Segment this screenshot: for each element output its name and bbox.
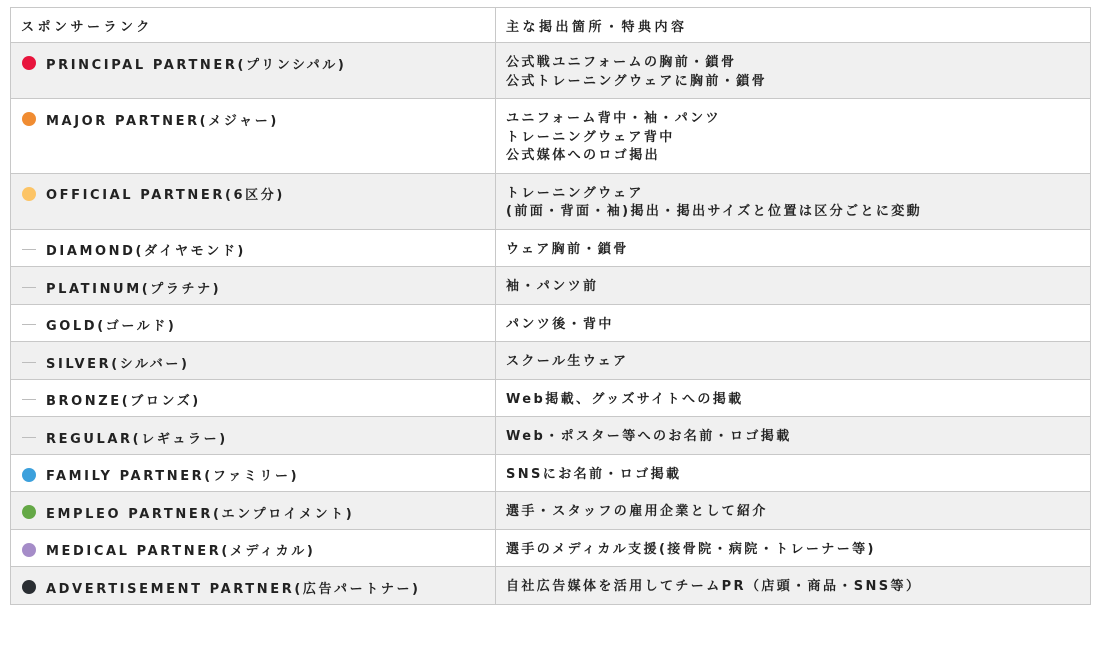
- dash-icon: [22, 324, 36, 325]
- rank-name: EMPLEO PARTNER(エンプロイメント): [46, 506, 355, 522]
- benefit-line: ユニフォーム背中・袖・パンツ: [506, 111, 721, 126]
- benefit-line: パンツ後・背中: [506, 316, 614, 332]
- benefit-cell: [496, 492, 1091, 530]
- table-row: [11, 529, 1091, 567]
- benefit-cell: [496, 529, 1091, 567]
- rank-label-wrap: [21, 428, 485, 446]
- color-dot-icon: [22, 187, 36, 201]
- rank-cell: [11, 567, 496, 605]
- benefit-line: 公式媒体へのロゴ掲出: [506, 148, 661, 163]
- dash-icon: [22, 249, 36, 250]
- benefit-line: 公式トレーニングウェアに胸前・鎖骨: [506, 73, 768, 89]
- rank-cell: [11, 529, 496, 567]
- benefit-cell: [496, 99, 1091, 174]
- rank-cell: [11, 43, 496, 99]
- rank-label-wrap: [21, 353, 485, 371]
- rank-cell: [11, 492, 496, 530]
- rank-cell: [11, 267, 496, 305]
- rank-name: MAJOR PARTNER(メジャー): [46, 113, 279, 129]
- rank-name: DIAMOND(ダイヤモンド): [46, 244, 246, 259]
- dash-icon: [22, 437, 36, 438]
- table-row: [11, 304, 1091, 342]
- benefit-line: トレーニングウェア背中: [506, 129, 675, 145]
- rank-name: OFFICIAL PARTNER(6区分): [46, 188, 285, 203]
- table-row: [11, 267, 1091, 305]
- rank-name: BRONZE(ブロンズ): [46, 394, 201, 409]
- benefit-line: (前面・背面・袖)掲出・掲出サイズと位置は区分ごとに変動: [506, 204, 923, 219]
- table-row: [11, 454, 1091, 492]
- dash-icon: [22, 362, 36, 363]
- benefit-cell: [496, 229, 1091, 267]
- benefit-line: 袖・パンツ前: [506, 279, 599, 294]
- rank-cell: [11, 304, 496, 342]
- rank-label-wrap: [21, 503, 485, 521]
- rank-cell: [11, 229, 496, 267]
- table-row: [11, 229, 1091, 267]
- rank-label-wrap: [21, 241, 485, 259]
- table-row: [11, 417, 1091, 455]
- color-dot-icon: [22, 543, 36, 557]
- table-header-row: [11, 8, 1091, 43]
- table-row: [11, 99, 1091, 174]
- dash-icon: [22, 399, 36, 400]
- rank-name: PRINCIPAL PARTNER(プリンシパル): [46, 57, 347, 73]
- rank-label-wrap: [21, 466, 485, 484]
- rank-name: PLATINUM(プラチナ): [46, 281, 222, 297]
- benefit-line: ウェア胸前・鎖骨: [506, 241, 629, 257]
- table-body: [11, 43, 1091, 605]
- benefit-cell: [496, 173, 1091, 229]
- rank-label-wrap: [21, 578, 485, 596]
- benefit-line: トレーニングウェア: [506, 185, 644, 201]
- rank-label-wrap: [21, 316, 485, 334]
- sponsor-rank-table: [10, 7, 1091, 605]
- benefit-cell: [496, 342, 1091, 380]
- table-row: [11, 492, 1091, 530]
- benefit-cell: [496, 417, 1091, 455]
- benefit-cell: [496, 379, 1091, 417]
- color-dot-icon: [22, 505, 36, 519]
- rank-cell: [11, 417, 496, 455]
- rank-cell: [11, 379, 496, 417]
- color-dot-icon: [22, 112, 36, 126]
- benefit-line: Web掲載、グッズサイトへの掲載: [506, 391, 744, 407]
- rank-label-wrap: [21, 278, 485, 296]
- header-benefits: 主な掲出箇所・特典内容: [496, 8, 1091, 43]
- rank-cell: [11, 454, 496, 492]
- rank-name: FAMILY PARTNER(ファミリー): [46, 469, 300, 484]
- benefit-cell: [496, 454, 1091, 492]
- color-dot-icon: [22, 580, 36, 594]
- rank-name: GOLD(ゴールド): [46, 319, 177, 334]
- table-row: [11, 173, 1091, 229]
- table-row: [11, 379, 1091, 417]
- benefit-line: SNSにお名前・ロゴ掲載: [506, 466, 682, 482]
- rank-label-wrap: [21, 54, 485, 72]
- table-row: [11, 567, 1091, 605]
- benefit-cell: [496, 567, 1091, 605]
- benefit-cell: [496, 304, 1091, 342]
- rank-label-wrap: [21, 541, 485, 559]
- benefit-line: スクール生ウェア: [506, 354, 629, 369]
- rank-cell: [11, 99, 496, 174]
- table-row: [11, 43, 1091, 99]
- rank-name: MEDICAL PARTNER(メディカル): [46, 544, 316, 559]
- header-sponsor-rank: スポンサーランク: [11, 8, 496, 43]
- benefit-line: 選手・スタッフの雇用企業として紹介: [506, 504, 768, 519]
- benefit-line: 自社広告媒体を活用してチームPR（店頭・商品・SNS等）: [506, 579, 922, 594]
- dash-icon: [22, 287, 36, 288]
- rank-name: SILVER(シルバー): [46, 356, 190, 372]
- rank-label-wrap: [21, 185, 485, 203]
- rank-name: ADVERTISEMENT PARTNER(広告パートナー): [46, 581, 421, 597]
- benefit-cell: [496, 267, 1091, 305]
- rank-label-wrap: [21, 110, 485, 128]
- rank-label-wrap: [21, 391, 485, 409]
- benefit-cell: [496, 43, 1091, 99]
- table-row: [11, 342, 1091, 380]
- color-dot-icon: [22, 56, 36, 70]
- rank-cell: [11, 173, 496, 229]
- color-dot-icon: [22, 468, 36, 482]
- benefit-line: 選手のメディカル支援(接骨院・病院・トレーナー等): [506, 541, 876, 557]
- benefit-line: 公式戦ユニフォームの胸前・鎖骨: [506, 55, 737, 70]
- benefit-line: Web・ポスター等へのお名前・ロゴ掲載: [506, 429, 792, 444]
- rank-name: REGULAR(レギュラー): [46, 431, 228, 447]
- rank-cell: [11, 342, 496, 380]
